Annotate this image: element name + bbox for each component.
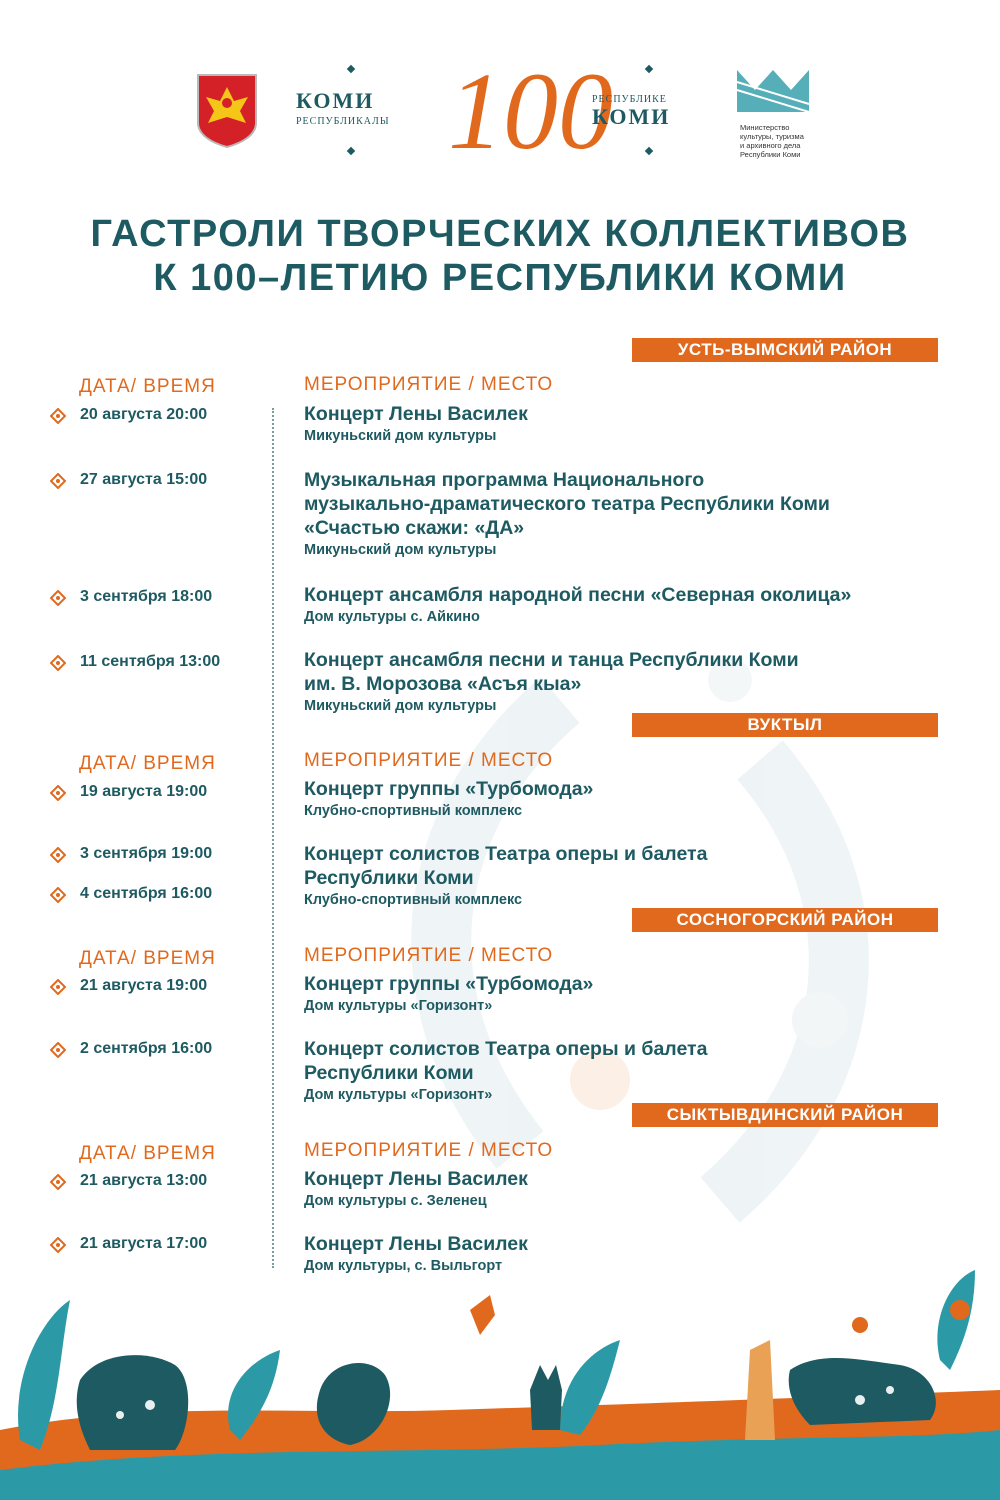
ministry-line: Республики Коми [740, 150, 801, 159]
event-date: 21 августа 13:00 [80, 1172, 208, 1189]
ornament-marker-icon [50, 847, 66, 863]
region-bar-sosnogorsk: СОСНОГОРСКИЙ РАЙОН [632, 908, 938, 932]
event-place: Клубно-спортивный комплекс [304, 892, 523, 908]
folk-animals-illustration [0, 1240, 1000, 1500]
event-title: Концерт Лены Василек [304, 403, 528, 425]
event-place: Дом культуры «Горизонт» [304, 998, 493, 1014]
date-column-header: ДАТА/ ВРЕМЯ [79, 753, 216, 774]
page-title-line-2: К 100–ЛЕТИЮ РЕСПУБЛИКИ КОМИ [153, 257, 847, 299]
event-date: 27 августа 15:00 [80, 471, 208, 488]
event-place: Дом культуры с. Айкино [304, 609, 480, 625]
event-title: Республики Коми [304, 1062, 474, 1084]
event-title: Концерт солистов Театра оперы и балета [304, 843, 708, 865]
timeline-divider [272, 408, 274, 1268]
komi-right-bottom: КОМИ [592, 104, 671, 129]
ministry-name [740, 123, 830, 159]
event-date: 19 августа 19:00 [80, 783, 208, 800]
event-place: Клубно-спортивный комплекс [304, 803, 523, 819]
ministry-line: культуры, туризма [740, 132, 804, 141]
ornament-marker-icon [50, 1237, 66, 1253]
date-column-header: ДАТА/ ВРЕМЯ [79, 376, 216, 397]
event-title: Музыкальная программа Национального [304, 469, 705, 491]
ministry-line: Министерство [740, 123, 790, 132]
event-date: 3 сентября 18:00 [80, 588, 213, 605]
ornament-marker-icon [50, 473, 66, 489]
event-title: Концерт ансамбля народной песни «Северная околица» [304, 584, 852, 606]
event-title: Концерт группы «Турбомода» [304, 973, 594, 995]
region-bar-ust-vym: УСТЬ-ВЫМСКИЙ РАЙОН [632, 338, 938, 362]
event-item [304, 1167, 964, 1211]
event-title: Республики Коми [304, 867, 474, 889]
komi-right-top: РЕСПУБЛИКЕ [592, 94, 667, 105]
event-item [304, 842, 964, 910]
hundred-text: 100 [448, 50, 613, 172]
event-item [304, 777, 964, 821]
page-title-line-1: ГАСТРОЛИ ТВОРЧЕСКИХ КОЛЛЕКТИВОВ [90, 213, 910, 255]
date-column-header: ДАТА/ ВРЕМЯ [79, 1143, 216, 1164]
event-title: Концерт солистов Театра оперы и балета [304, 1038, 708, 1060]
event-column-header: МЕРОПРИЯТИЕ / МЕСТО [304, 374, 554, 395]
komi-100-logo [280, 40, 720, 180]
komi-left-top: КОМИ [296, 88, 375, 113]
ornament-marker-icon [50, 1042, 66, 1058]
event-title: «Счастью скажи: «ДА» [304, 517, 525, 539]
event-place: Дом культуры «Горизонт» [304, 1087, 493, 1103]
event-place: Дом культуры, с. Выльгорт [304, 1258, 503, 1274]
event-date: 11 сентября 13:00 [80, 653, 221, 670]
event-item [304, 972, 964, 1016]
date-column-header: ДАТА/ ВРЕМЯ [79, 948, 216, 969]
ministry-line: и архивного дела [740, 141, 801, 150]
event-title: Концерт Лены Василек [304, 1233, 528, 1255]
event-date: 20 августа 20:00 [80, 406, 208, 423]
ornament-marker-icon [50, 1174, 66, 1190]
event-column-header: МЕРОПРИЯТИЕ / МЕСТО [304, 945, 554, 966]
event-date: 21 августа 17:00 [80, 1235, 208, 1252]
ornament-marker-icon [50, 590, 66, 606]
event-item [304, 648, 964, 716]
event-place: Микуньский дом культуры [304, 428, 497, 444]
ornament-marker-icon [50, 655, 66, 671]
komi-left-bottom: РЕСПУБЛИКАЛЫ [296, 116, 390, 127]
event-date: 3 сентября 19:00 [80, 845, 213, 862]
event-column-header: МЕРОПРИЯТИЕ / МЕСТО [304, 1140, 554, 1161]
ornament-marker-icon [50, 979, 66, 995]
ornament-marker-icon [50, 408, 66, 424]
event-date: 2 сентября 16:00 [80, 1040, 213, 1057]
region-bar-vuktyl: ВУКТЫЛ [632, 713, 938, 737]
ornament-marker-icon [50, 785, 66, 801]
event-item [304, 583, 964, 627]
event-title: музыкально-драматического театра Республики Коми [304, 493, 830, 515]
region-bar-syktyvdin: СЫКТЫВДИНСКИЙ РАЙОН [632, 1103, 938, 1127]
event-place: Дом культуры с. Зеленец [304, 1193, 487, 1209]
event-title: им. В. Морозова «Асъя кыа» [304, 673, 582, 695]
ornament-marker-icon [50, 887, 66, 903]
event-item [304, 402, 964, 446]
event-item [304, 468, 964, 560]
event-place: Микуньский дом культуры [304, 698, 497, 714]
event-column-header: МЕРОПРИЯТИЕ / МЕСТО [304, 750, 554, 771]
ministry-logo-icon [735, 60, 815, 115]
event-title: Концерт Лены Василек [304, 1168, 528, 1190]
event-title: Концерт ансамбля песни и танца Республики Коми [304, 649, 799, 671]
coat-of-arms-icon [196, 73, 258, 149]
event-date: 4 сентября 16:00 [80, 885, 213, 902]
event-title: Концерт группы «Турбомода» [304, 778, 594, 800]
event-item [304, 1037, 964, 1105]
event-item [304, 1232, 964, 1276]
event-date: 21 августа 19:00 [80, 977, 208, 994]
event-place: Микуньский дом культуры [304, 542, 497, 558]
